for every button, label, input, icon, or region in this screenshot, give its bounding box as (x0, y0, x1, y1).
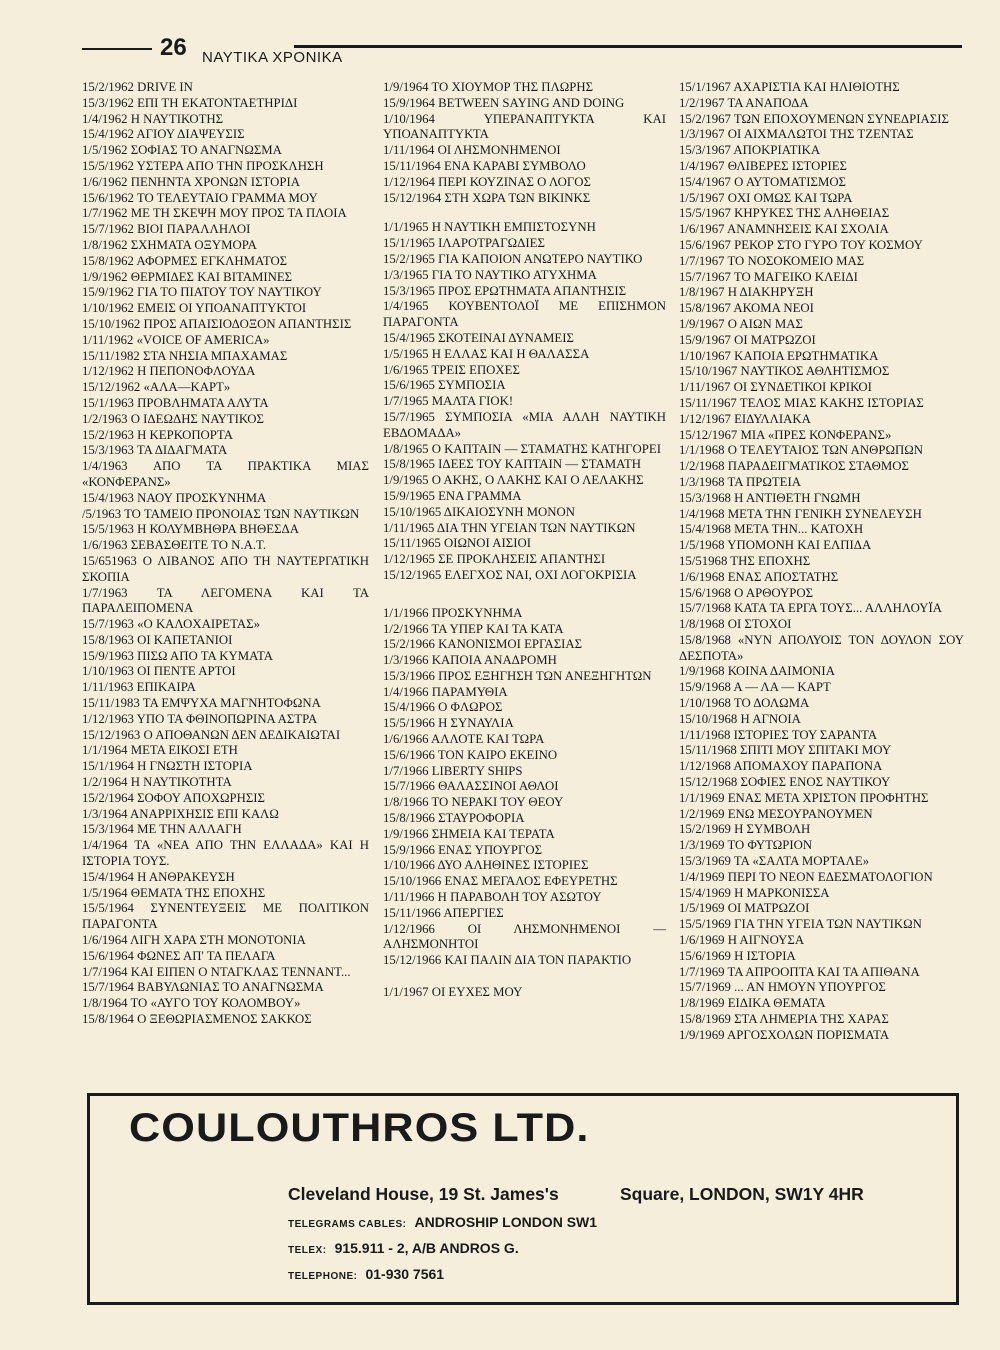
index-entry: 15/9/1964 BETWEEN SAYING AND DOING (383, 95, 625, 110)
index-entry: 15/7/1963 «Ο ΚΑΛΟΧΑΙΡΕΤΑΣ» (82, 617, 260, 632)
index-entry: 15/4/1964 Η ΑΝΘΡΑΚΕΥΣΗ (82, 869, 235, 884)
index-entry: 15/7/1966 ΘΑΛΑΣΣΙΝΟΙ ΑΘΛΟΙ (383, 779, 559, 794)
index-entry: 15/1/1963 ΠΡΟΒΛΗΜΑΤΑ ΑΛΥΤΑ (82, 395, 269, 410)
index-entry: 1/4/1966 ΠΑΡΑΜΥΘΙΑ (383, 684, 508, 699)
index-entry: 15/11/1964 ΕΝΑ ΚΑΡΑΒΙ ΣΥΜΒΟΛΟ (383, 158, 586, 173)
index-entry: 1/7/1964 ΚΑΙ ΕΙΠΕΝ Ο ΝΤΑΓΚΛΑΣ ΤΕΝΝΑΝΤ... (82, 964, 351, 979)
index-entry: 15/3/1968 Η ΑΝΤΙΘΕΤΗ ΓΝΩΜΗ (679, 490, 861, 505)
index-entry: 1/12/1967 ΕΙΔΥΛΛΙΑΚΑ (679, 411, 811, 426)
index-entry: 15/9/1968 Α — ΛΑ — ΚΑΡΤ (679, 680, 831, 695)
index-entry: 1/2/1968 ΠΑΡΑΔΕΙΓΜΑΤΙΚΟΣ ΣΤΑΘΜΟΣ (679, 459, 909, 474)
index-entry: 1/11/1962 «VOICE OF AMERICA» (82, 332, 270, 347)
index-entry: 15/8/1968 «ΝΥΝ ΑΠΟΛΥΟΙΣ ΤΟΝ ΔΟΥΛΟΝ ΣΟΥ ΔΕΣΠΟΤΑ» (679, 632, 964, 663)
column-2 (383, 80, 666, 1001)
column-2-group-1967 (383, 985, 666, 1001)
index-entry: 1/3/1969 ΤΟ ΦΥΤΩΡΙΟΝ (679, 838, 813, 853)
index-entry: 1/3/1967 ΟΙ ΑΙΧΜΑΛΩΤΟΙ ΤΗΣ ΤΖΕΝΤΑΣ (679, 127, 914, 142)
index-entry: 15/1/1967 ΑΧΑΡΙΣΤΙΑ ΚΑΙ ΗΛΙΘΙΟΤΗΣ (679, 80, 900, 94)
index-entry: 1/6/1967 ΑΝΑΜΝΗΣΕΙΣ ΚΑΙ ΣΧΟΛΙΑ (679, 222, 889, 237)
index-entry: 15/8/1962 ΑΦΟΡΜΕΣ ΕΓΚΛΗΜΑΤΟΣ (82, 253, 288, 268)
index-entry: 15/10/1967 ΝΑΥΤΙΚΟΣ ΑΘΛΗΤΙΣΜΟΣ (679, 364, 890, 379)
index-entry: 1/12/1962 Η ΠΕΠΟΝΟΦΛΟΥΔΑ (82, 364, 256, 379)
index-entry: 15/12/1962 «ΑΛΑ—ΚΑΡΤ» (82, 380, 231, 395)
index-entry: 1/10/1968 ΤΟ ΔΟΛΩΜΑ (679, 696, 810, 711)
index-entry: 1/5/1962 ΣΟΦΙΑΣ ΤΟ ΑΝΑΓΝΩΣΜΑ (82, 143, 282, 158)
index-entry: 15/1/1964 Η ΓΝΩΣΤΗ ΙΣΤΟΡΙΑ (82, 759, 253, 774)
index-entry: 15/9/1962 ΓΙΑ ΤΟ ΠΙΑΤΟΥ ΤΟΥ ΝΑΥΤΙΚΟΥ (82, 285, 322, 300)
index-entry: 15/9/1965 ΕΝΑ ΓΡΑΜΜΑ (383, 488, 522, 503)
index-entry: 1/6/1965 ΤΡΕΙΣ ΕΠΟΧΕΣ (383, 362, 520, 377)
index-entry: 15/7/1964 ΒΑΒΥΛΩΝΙΑΣ ΤΟ ΑΝΑΓΝΩΣΜΑ (82, 980, 324, 995)
index-entry: 1/2/1967 ΤΑ ΑΝΑΠΟΔΑ (679, 95, 809, 110)
index-entry: 1/2/1969 ΕΝΩ ΜΕΣΟΥΡΑΝΟΥΜΕΝ (679, 806, 873, 821)
index-entry: 15/3/1967 ΑΠΟΚΡΙΑΤΙΚΑ (679, 143, 821, 158)
company-address: Cleveland House, 19 St. James's (288, 1184, 559, 1204)
page-number: 26 (160, 34, 187, 61)
index-entry: 15/3/1966 ΠΡΟΣ ΕΞΗΓΗΣΗ ΤΩΝ ΑΝΕΞΗΓΗΤΩΝ (383, 668, 652, 683)
telex-line (288, 1240, 519, 1256)
index-entry: 15/6/1968 Ο ΑΡΘΟΥΡΟΣ (679, 585, 814, 600)
telex-value: 915.911 - 2, A/B ANDROS G. (334, 1240, 519, 1256)
telegrams-value: ANDROSHIP LONDON SW1 (414, 1214, 598, 1230)
index-entry: 15/10/1966 ΕΝΑΣ ΜΕΓΑΛΟΣ ΕΦΕΥΡΕΤΗΣ (383, 874, 618, 889)
index-entry: 15/11/1968 ΣΠΙΤΙ ΜΟΥ ΣΠΙΤΑΚΙ ΜΟΥ (679, 743, 892, 758)
index-entry: 1/12/1966 ΟΙ ΛΗΣΜΟΝΗΜΕΝΟΙ — ΑΛΗΣΜΟΝΗΤΟΙ (383, 921, 666, 952)
index-entry: 15/9/1963 ΠΙΣΩ ΑΠΟ ΤΑ ΚΥΜΑΤΑ (82, 648, 274, 663)
index-entry: 15/6/1964 ΦΩΝΕΣ ΑΠ' ΤΑ ΠΕΛΑΓΑ (82, 948, 276, 963)
index-entry: 15/3/1964 ΜΕ ΤΗΝ ΑΛΛΑΓΗ (82, 822, 242, 837)
index-entry: 1/7/1967 ΤΟ ΝΟΣΟΚΟΜΕΙΟ ΜΑΣ (679, 253, 865, 268)
company-name: COULOUTHROS LTD. (129, 1106, 590, 1150)
index-entry: 1/7/1965 ΜΑΛΤΑ ΓΙΟΚ! (383, 394, 514, 409)
index-entry: 1/6/1968 ΕΝΑΣ ΑΠΟΣΤΑΤΗΣ (679, 569, 839, 584)
index-entry: 15/6/1966 ΤΟΝ ΚΑΙΡΟ ΕΚΕΙΝΟ (383, 747, 558, 762)
index-entry: 1/9/1965 Ο ΑΚΗΣ, Ο ΛΑΚΗΣ ΚΑΙ Ο ΛΕΛΑΚΗΣ (383, 473, 644, 488)
index-entry: 1/8/1962 ΣΧΗΜΑΤΑ ΟΞΥΜΟΡΑ (82, 237, 257, 252)
index-entry: 15/8/1969 ΣΤΑ ΛΗΜΕΡΙΑ ΤΗΣ ΧΑΡΑΣ (679, 1012, 889, 1027)
index-entry: 15/3/1963 ΤΑ ΔΙΔΑΓΜΑΤΑ (82, 443, 228, 458)
publication-title: ΝΑΥΤΙΚΑ ΧΡΟΝΙΚΑ (202, 49, 343, 66)
index-entry: 1/12/1968 ΑΠΟΜΑΧΟΥ ΠΑΡΑΠΟΝΑ (679, 759, 883, 774)
index-entry: 1/7/1963 ΤΑ ΛΕΓΟΜΕΝΑ ΚΑΙ ΤΑ ΠΑΡΑΛΕΙΠΟΜΕΝΑ (82, 585, 369, 616)
index-entry: 1/8/1967 Η ΔΙΑΚΗΡΥΞΗ (679, 285, 814, 300)
index-entry: 15/6/1969 Η ΙΣΤΟΡΙΑ (679, 948, 796, 963)
index-entry: 15/2/1963 Η ΚΕΡΚΟΠΟΡΤΑ (82, 427, 233, 442)
index-entry: 1/3/1968 ΤΑ ΠΡΩΤΕΙΑ (679, 474, 802, 489)
index-entry: 1/4/1968 ΜΕΤΑ ΤΗΝ ΓΕΝΙΚΗ ΣΥΝΕΛΕΥΣΗ (679, 506, 922, 521)
index-entry: 15/5/1967 ΚΗΡΥΚΕΣ ΤΗΣ ΑΛΗΘΕΙΑΣ (679, 206, 890, 221)
index-entry: 15/5/1964 ΣΥΝΕΝΤΕΥΞΕΙΣ ΜΕ ΠΟΛΙΤΙΚΟΝ ΠΑΡΑΓΟΝΤΑ (82, 901, 369, 932)
index-entry: 1/9/1964 ΤΟ ΧΙΟΥΜΟΡ ΤΗΣ ΠΛΩΡΗΣ (383, 80, 594, 94)
index-entry: 1/5/1965 Η ΕΛΛΑΣ ΚΑΙ Η ΘΑΛΑΣΣΑ (383, 346, 590, 361)
index-entry: 1/11/1966 Η ΠΑΡΑΒΟΛΗ ΤΟΥ ΑΣΩΤΟΥ (383, 890, 602, 905)
index-entry: 15/11/1966 ΑΠΕΡΓΙΕΣ (383, 905, 504, 920)
index-entry: 1/2/1966 ΤΑ ΥΠΕΡ ΚΑΙ ΤΑ ΚΑΤΑ (383, 621, 564, 636)
index-entry: 15/51968 ΤΗΣ ΕΠΟΧΗΣ (679, 553, 811, 568)
index-entry: 15/12/1965 ΕΛΕΓΧΟΣ ΝΑΙ, ΟΧΙ ΛΟΓΟΚΡΙΣΙΑ (383, 567, 637, 582)
advertisement-box (87, 1093, 959, 1305)
index-entry: 15/7/1962 ΒΙΟΙ ΠΑΡΑΛΛΗΛΟΙ (82, 222, 251, 237)
index-entry: 1/6/1963 ΣΕΒΑΣΘΕΙΤΕ ΤΟ Ν.Α.Τ. (82, 538, 267, 553)
index-entry: 15/2/1965 ΓΙΑ ΚΑΠΟΙΟΝ ΑΝΩΤΕΡΟ ΝΑΥΤΙΚΟ (383, 251, 643, 266)
index-entry: 1/6/1964 ΛΙΓΗ ΧΑΡΑ ΣΤΗ ΜΟΝΟΤΟΝΙΑ (82, 933, 306, 948)
index-entry: 15/5/1966 Η ΣΥΝΑΥΛΙΑ (383, 716, 514, 731)
index-entry: 15/6/1965 ΣΥΜΠΟΣΙΑ (383, 378, 506, 393)
index-entry: 1/5/1964 ΘΕΜΑΤΑ ΤΗΣ ΕΠΟΧΗΣ (82, 885, 266, 900)
index-entry: 1/6/1969 Η ΑΙΓΝΟΥΣΑ (679, 933, 805, 948)
index-entry: 1/10/1964 ΥΠΕΡΑΝΑΠΤΥΚΤΑ ΚΑΙ ΥΠΟΑΝΑΠΤΥΚΤΑ (383, 111, 666, 142)
index-entry: 1/2/1963 Ο ΙΔΕΩΔΗΣ ΝΑΥΤΙΚΟΣ (82, 411, 264, 426)
index-entry: 15/7/1969 ... ΑΝ ΗΜΟΥΝ ΥΠΟΥΡΓΟΣ (679, 980, 886, 995)
index-entry: 1/11/1967 ΟΙ ΣΥΝΔΕΤΙΚΟΙ ΚΡΙΚΟΙ (679, 380, 872, 395)
index-entry: 1/11/1965 ΔΙΑ ΤΗΝ ΥΓΕΙΑΝ ΤΩΝ ΝΑΥΤΙΚΩΝ (383, 520, 636, 535)
index-entry: 15/12/1968 ΣΟΦΙΕΣ ΕΝΟΣ ΝΑΥΤΙΚΟΥ (679, 775, 891, 790)
index-entry: 1/12/1963 ΥΠΟ ΤΑ ΦΘΙΝΟΠΩΡΙΝΑ ΑΣΤΡΑ (82, 711, 318, 726)
index-entry: 15/3/1969 ΤΑ «ΣΑΛΤΑ ΜΟΡΤΑΛΕ» (679, 854, 870, 869)
header-rule-right (294, 45, 962, 48)
index-entry: 15/4/1967 Ο ΑΥΤΟΜΑΤΙΣΜΟΣ (679, 174, 847, 189)
index-entry: 15/5/1962 ΥΣΤΕΡΑ ΑΠΟ ΤΗΝ ΠΡΟΣΚΛΗΣΗ (82, 158, 324, 173)
index-entry: 1/9/1968 ΚΟΙΝΑ ΔΑΙΜΟΝΙΑ (679, 664, 835, 679)
index-entry: 1/4/1964 ΤΑ «ΝΕΑ ΑΠΟ ΤΗΝ ΕΛΛΑΔΑ» ΚΑΙ Η ΙΣΤΟΡΙΑ ΤΟΥΣ. (82, 838, 369, 869)
page-header (82, 34, 962, 70)
index-entry: 1/9/1967 Ο ΑΙΩΝ ΜΑΣ (679, 316, 803, 331)
index-entry: 1/1/1967 ΟΙ ΕΥΧΕΣ ΜΟΥ (383, 985, 523, 1000)
index-entry: 1/8/1968 ΟΙ ΣΤΟΧΟΙ (679, 617, 792, 632)
index-entry: 15/9/1966 ΕΝΑΣ ΥΠΟΥΡΓΟΣ (383, 842, 543, 857)
telegrams-label: TELEGRAMS CABLES: (288, 1219, 407, 1230)
index-entry: 15/6/1967 ΡΕΚΟΡ ΣΤΟ ΓΥΡΟ ΤΟΥ ΚΟΣΜΟΥ (679, 237, 923, 252)
index-entry: 15/10/1962 ΠΡΟΣ ΑΠΑΙΣΙΟΔΟΞΟΝ ΑΠΑΝΤΗΣΙΣ (82, 316, 352, 331)
index-entry: 15/2/1962 DRIVE IN (82, 80, 193, 94)
index-entry: 1/6/1966 ΑΛΛΟΤΕ ΚΑΙ ΤΩΡΑ (383, 732, 545, 747)
telephone-label: TELEPHONE: (288, 1271, 358, 1282)
index-entry: 1/3/1966 ΚΑΠΟΙΑ ΑΝΑΔΡΟΜΗ (383, 653, 557, 668)
index-entry: 15/8/1967 ΑΚΟΜΑ ΝΕΟΙ (679, 301, 814, 316)
index-entry: 1/3/1964 ΑΝΑΡΡΙΧΗΣΙΣ ΕΠΙ ΚΑΛΩ (82, 806, 279, 821)
index-entry: 15/11/1982 ΣΤΑ ΝΗΣΙΑ ΜΠΑΧΑΜΑΣ (82, 348, 288, 363)
index-entry: 1/5/1968 ΥΠΟΜΟΝΗ ΚΑΙ ΕΛΠΙΔΑ (679, 538, 872, 553)
index-entry: 1/8/1964 ΤΟ «ΑΥΓΟ ΤΟΥ ΚΟΛΟΜΒΟΥ» (82, 996, 301, 1011)
index-entry: 1/4/1967 ΘΛΙΒΕΡΕΣ ΙΣΤΟΡΙΕΣ (679, 158, 847, 173)
telephone-line (288, 1266, 444, 1282)
column-2-group-1966 (383, 606, 666, 969)
index-entry: 1/7/1966 LIBERTY SHIPS (383, 763, 523, 778)
index-entry: 15/2/1964 ΣΟΦΟΥ ΑΠΟΧΩΡΗΣΙΣ (82, 790, 265, 805)
index-entry: 1/8/1969 ΕΙΔΙΚΑ ΘΕΜΑΤΑ (679, 996, 826, 1011)
index-entry: 15/4/1965 ΣΚΟΤΕΙΝΑΙ ΔΥΝΑΜΕΙΣ (383, 330, 574, 345)
index-entry: 1/10/1967 ΚΑΠΟΙΑ ΕΡΩΤΗΜΑΤΙΚΑ (679, 348, 879, 363)
index-entry: 1/1/1968 Ο ΤΕΛΕΥΤΑΙΟΣ ΤΩΝ ΑΝΘΡΩΠΩΝ (679, 443, 924, 458)
index-entry: 15/7/1965 ΣΥΜΠΟΣΙΑ «ΜΙΑ ΑΛΛΗ ΝΑΥΤΙΚΗ ΕΒΔΟΜΑΔΑ» (383, 409, 666, 440)
telegrams-line (288, 1214, 597, 1230)
column-2-group-1964 (383, 80, 666, 206)
index-entry: 15/3/1965 ΠΡΟΣ ΕΡΩΤΗΜΑΤΑ ΑΠΑΝΤΗΣΙΣ (383, 283, 627, 298)
telex-label: TELEX: (288, 1245, 327, 1256)
index-entry: 1/11/1964 ΟΙ ΛΗΣΜΟΝΗΜΕΝΟΙ (383, 143, 561, 158)
index-entry: 15/4/1969 Η ΜΑΡΚΟΝΙΣΣΑ (679, 885, 830, 900)
company-address-city: Square, LONDON, SW1Y 4HR (620, 1184, 864, 1204)
index-entry: 15/9/1967 ΟΙ ΜΑΤΡΩΖΟΙ (679, 332, 816, 347)
index-entry: 15/4/1966 Ο ΦΛΩΡΟΣ (383, 700, 503, 715)
index-entry: 15/12/1963 Ο ΑΠΟΘΑΝΩΝ ΔΕΝ ΔΕΔΙΚΑΙΩΤΑΙ (82, 727, 341, 742)
index-entry: 1/12/1964 ΠΕΡΙ ΚΟΥΖΙΝΑΣ Ο ΛΟΓΟΣ (383, 174, 591, 189)
column-2-group-1965 (383, 220, 666, 583)
index-entry: 1/1/1969 ΕΝΑΣ ΜΕΤΑ ΧΡΙΣΤΟΝ ΠΡΟΦΗΤΗΣ (679, 790, 929, 805)
index-entry: 15/12/1964 ΣΤΗ ΧΩΡΑ ΤΩΝ ΒΙΚΙΝΚΣ (383, 190, 591, 205)
index-entry: 15/651963 Ο ΛΙΒΑΝΟΣ ΑΠΟ ΤΗ ΝΑΥΤΕΡΓΑΤΙΚΗ ΣΚΟΠΙΑ (82, 553, 369, 584)
index-entry: 1/9/1969 ΑΡΓΟΣΧΟΛΩΝ ΠΟΡΙΣΜΑΤΑ (679, 1027, 890, 1042)
index-entry: 1/5/1969 ΟΙ ΜΑΤΡΩΖΟΙ (679, 901, 810, 916)
index-entry: 1/1/1964 ΜΕΤΑ ΕΙΚΟΣΙ ΕΤΗ (82, 743, 238, 758)
header-rule-left (82, 48, 152, 50)
index-entry: 1/7/1962 ΜΕ ΤΗ ΣΚΕΨΗ ΜΟΥ ΠΡΟΣ ΤΑ ΠΛΟΙΑ (82, 206, 347, 221)
index-entry: 15/8/1966 ΣΤΑΥΡΟΦΟΡΙΑ (383, 811, 525, 826)
index-entry: 1/4/1963 ΑΠΟ ΤΑ ΠΡΑΚΤΙΚΑ ΜΙΑΣ «ΚΟΝΦΕΡΑΝΣ» (82, 459, 369, 489)
index-entry: 1/5/1967 ΟΧΙ ΟΜΩΣ ΚΑΙ ΤΩΡΑ (679, 190, 853, 205)
index-entry: 15/7/1967 ΤΟ ΜΑΓΕΙΚΟ ΚΛΕΙΔΙ (679, 269, 858, 284)
index-entry: 1/4/1969 ΠΕΡΙ ΤΟ ΝΕΟΝ ΕΔΕΣΜΑΤΟΛΟΓΙΟΝ (679, 869, 933, 884)
column-3 (679, 80, 964, 1044)
index-entry: 15/12/1967 ΜΙΑ «ΠΡΕΣ ΚΟΝΦΕΡΑΝΣ» (679, 427, 892, 442)
index-entry: 15/5/1963 Η ΚΟΛΥΜΒΗΘΡΑ ΒΗΘΕΣΔΑ (82, 522, 299, 537)
index-entry: 1/8/1965 Ο ΚΑΠΤΑΙΝ — ΣΤΑΜΑΤΗΣ ΚΑΤΗΓΟΡΕΙ (383, 441, 661, 456)
index-entry: 1/6/1962 ΠΕΝΗΝΤΑ ΧΡΟΝΩΝ ΙΣΤΟΡΙΑ (82, 174, 300, 189)
index-entry: 15/10/1968 Η ΑΓΝΟΙΑ (679, 711, 801, 726)
index-entry: 1/1/1965 Η ΝΑΥΤΙΚΗ ΕΜΠΙΣΤΟΣΥΝΗ (383, 220, 596, 235)
index-entry: 1/1/1966 ΠΡΟΣΚΥΝΗΜΑ (383, 605, 523, 620)
index-entry: 15/1/1965 ΙΛΑΡΟΤΡΑΓΩΔΙΕΣ (383, 236, 545, 251)
index-entry: 15/11/1983 ΤΑ ΕΜΨΥΧΑ ΜΑΓΝΗΤΟΦΩΝΑ (82, 696, 321, 711)
index-entry: 1/4/1962 Η ΝΑΥΤΙΚΟΤΗΣ (82, 111, 224, 126)
column-1 (82, 80, 369, 1028)
index-entry: 15/12/1966 ΚΑΙ ΠΑΛΙΝ ΔΙΑ ΤΟΝ ΠΑΡΑΚΤΙΟ (383, 953, 632, 968)
telephone-value: 01-930 7561 (365, 1266, 445, 1282)
index-entry: 1/9/1962 ΘΕΡΜΙΔΕΣ ΚΑΙ ΒΙΤΑΜΙΝΕΣ (82, 269, 293, 284)
index-entry: /5/1963 ΤΟ ΤΑΜΕΙΟ ΠΡΟΝΟΙΑΣ ΤΩΝ ΝΑΥΤΙΚΩΝ (82, 506, 360, 521)
index-entry: 15/4/1968 ΜΕΤΑ ΤΗΝ... ΚΑΤΟΧΗ (679, 522, 864, 537)
index-entry: 1/9/1966 ΣΗΜΕΙΑ ΚΑΙ ΤΕΡΑΤΑ (383, 826, 555, 841)
index-entry: 1/4/1965 ΚΟΥΒΕΝΤΟΛΟΪ ΜΕ ΕΠΙΣΗΜΟΝ ΠΑΡΑΓΟΝΤΑ (383, 299, 666, 330)
index-entry: 1/3/1965 ΓΙΑ ΤΟ ΝΑΥΤΙΚΟ ΑΤΥΧΗΜΑ (383, 267, 597, 282)
index-entry: 15/4/1962 ΑΓΙΟΥ ΔΙΑΨΕΥΣΙΣ (82, 127, 245, 142)
index-entry: 1/7/1969 ΤΑ ΑΠΡΟΟΠΤΑ ΚΑΙ ΤΑ ΑΠΙΘΑΝΑ (679, 964, 920, 979)
index-entry: 15/3/1962 ΕΠΙ ΤΗ ΕΚΑΤΟΝΤΑΕΤΗΡΙΔΙ (82, 95, 298, 110)
index-entry: 1/8/1966 ΤΟ ΝΕΡΑΚΙ ΤΟΥ ΘΕΟΥ (383, 795, 564, 810)
index-entry: 15/10/1965 ΔΙΚΑΙΟΣΥΝΗ ΜΟΝΟΝ (383, 504, 575, 519)
index-entry: 1/11/1963 ΕΠΙΚΑΙΡΑ (82, 680, 196, 695)
index-entry: 15/4/1963 ΝΑΟΥ ΠΡΟΣΚΥΝΗΜΑ (82, 490, 267, 505)
index-entry: 15/2/1966 ΚΑΝΟΝΙΣΜΟΙ ΕΡΓΑΣΙΑΣ (383, 637, 583, 652)
index-entry: 15/11/1965 ΟΙΩΝΟΙ ΑΙΣΙΟΙ (383, 536, 531, 551)
index-entry: 15/7/1968 ΚΑΤΑ ΤΑ ΕΡΓΑ ΤΟΥΣ... ΑΛΛΗΛΟΥΪΑ (679, 601, 942, 616)
index-entry: 1/10/1966 ΔΥΟ ΑΛΗΘΙΝΕΣ ΙΣΤΟΡΙΕΣ (383, 858, 589, 873)
index-entry: 15/2/1967 ΤΩΝ ΕΠΟΧΟΥΜΕΝΩΝ ΣΥΝΕΔΡΙΑΣΙΣ (679, 111, 949, 126)
index-entry: 15/5/1969 ΓΙΑ ΤΗΝ ΥΓΕΙΑ ΤΩΝ ΝΑΥΤΙΚΩΝ (679, 917, 922, 932)
index-entry: 1/2/1964 Η ΝΑΥΤΙΚΟΤΗΤΑ (82, 775, 232, 790)
index-entry: 15/11/1967 ΤΕΛΟΣ ΜΙΑΣ ΚΑΚΗΣ ΙΣΤΟΡΙΑΣ (679, 395, 924, 410)
index-entry: 15/8/1965 ΙΔΕΕΣ ΤΟΥ ΚΑΠΤΑΙΝ — ΣΤΑΜΑΤΗ (383, 457, 642, 472)
index-entry: 1/10/1962 ΕΜΕΙΣ ΟΙ ΥΠΟΑΝΑΠΤΥΚΤΟΙ (82, 301, 307, 316)
index-entry: 15/8/1963 ΟΙ ΚΑΠΕΤΑΝΙΟΙ (82, 632, 233, 647)
index-entry: 15/6/1962 ΤΟ ΤΕΛΕΥΤΑΙΟ ΓΡΑΜΜΑ ΜΟΥ (82, 190, 318, 205)
index-entry: 1/10/1963 ΟΙ ΠΕΝΤΕ ΑΡΤΟΙ (82, 664, 236, 679)
index-entry: 1/12/1965 ΣΕ ΠΡΟΚΛΗΣΕΙΣ ΑΠΑΝΤΗΣΙ (383, 552, 606, 567)
index-entry: 15/8/1964 Ο ΞΕΘΩΡΙΑΣΜΕΝΟΣ ΣΑΚΚΟΣ (82, 1012, 312, 1027)
index-entry: 1/11/1968 ΙΣΤΟΡΙΕΣ ΤΟΥ ΣΑΡΑΝΤΑ (679, 727, 878, 742)
index-entry: 15/2/1969 Η ΣΥΜΒΟΛΗ (679, 822, 811, 837)
